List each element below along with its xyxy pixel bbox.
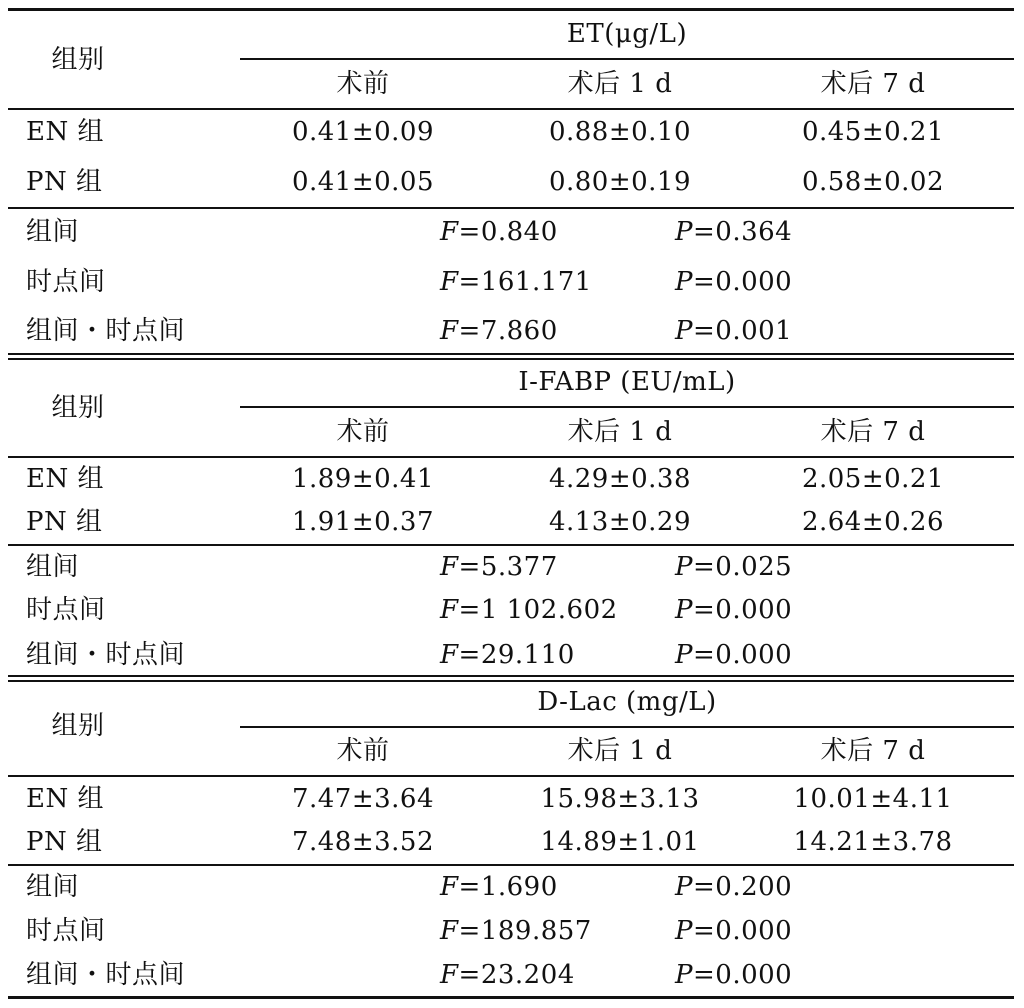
measure-header: ET(μg/L) xyxy=(566,19,688,49)
stat-label: 组间・时点间 xyxy=(26,640,186,670)
p-stat: P=0.000 xyxy=(675,916,793,946)
value-cell: 0.45±0.21 xyxy=(801,117,945,147)
value-cell: 1.91±0.37 xyxy=(291,507,435,537)
value-cell: 2.64±0.26 xyxy=(801,507,945,537)
f-stat: F=161.171 xyxy=(440,267,592,297)
f-stat: F=1.690 xyxy=(440,872,558,902)
f-stat: F=29.110 xyxy=(440,640,575,670)
value-cell: 10.01±4.11 xyxy=(793,784,953,814)
time-header: 术后 1 d xyxy=(567,736,673,766)
time-header: 术后 7 d xyxy=(820,736,926,766)
f-stat: F=189.857 xyxy=(440,916,592,946)
f-stat: F=23.204 xyxy=(440,960,575,990)
time-header: 术后 1 d xyxy=(567,69,673,99)
p-stat: P=0.200 xyxy=(675,872,793,902)
group-header: 组别 xyxy=(51,45,105,75)
p-stat: P=0.001 xyxy=(675,316,793,346)
stat-label: 组间 xyxy=(26,872,80,902)
header-subrule xyxy=(240,58,1014,60)
stat-label: 组间 xyxy=(26,552,80,582)
f-stat: F=0.840 xyxy=(440,217,558,247)
time-header: 术后 1 d xyxy=(567,417,673,447)
top-rule xyxy=(8,8,1014,11)
double-rule xyxy=(8,675,1014,677)
stat-label: 时点间 xyxy=(26,916,106,946)
group-label: EN 组 xyxy=(26,464,104,494)
p-stat: P=0.025 xyxy=(675,552,793,582)
time-header: 术后 7 d xyxy=(820,69,926,99)
stat-label: 组间・时点间 xyxy=(26,316,186,346)
p-stat: P=0.000 xyxy=(675,640,793,670)
stat-label: 组间 xyxy=(26,217,80,247)
f-stat: F=7.860 xyxy=(440,316,558,346)
group-label: EN 组 xyxy=(26,117,104,147)
stat-label: 时点间 xyxy=(26,595,106,625)
value-cell: 0.41±0.05 xyxy=(291,167,435,197)
value-cell: 0.80±0.19 xyxy=(548,167,692,197)
value-cell: 1.89±0.41 xyxy=(291,464,435,494)
value-cell: 0.41±0.09 xyxy=(291,117,435,147)
value-cell: 7.48±3.52 xyxy=(291,827,435,857)
header-subrule xyxy=(240,406,1014,408)
p-stat: P=0.000 xyxy=(675,595,793,625)
value-cell: 4.29±0.38 xyxy=(548,464,692,494)
measure-header: I-FABP (EU/mL) xyxy=(518,367,736,397)
value-cell: 7.47±3.64 xyxy=(291,784,435,814)
value-cell: 2.05±0.21 xyxy=(801,464,945,494)
value-cell: 0.58±0.02 xyxy=(801,167,945,197)
value-cell: 4.13±0.29 xyxy=(548,507,692,537)
group-label: EN 组 xyxy=(26,784,104,814)
value-cell: 0.88±0.10 xyxy=(548,117,692,147)
stats-rule xyxy=(8,207,1014,209)
results-table xyxy=(8,0,1014,1008)
group-label: PN 组 xyxy=(26,827,103,857)
measure-header: D-Lac (mg/L) xyxy=(537,687,717,717)
time-header: 术前 xyxy=(336,417,390,447)
double-rule xyxy=(8,353,1014,355)
bottom-rule xyxy=(8,996,1014,999)
f-stat: F=5.377 xyxy=(440,552,558,582)
value-cell: 14.89±1.01 xyxy=(540,827,700,857)
stat-label: 时点间 xyxy=(26,267,106,297)
p-stat: P=0.000 xyxy=(675,267,793,297)
time-header: 术前 xyxy=(336,69,390,99)
value-cell: 15.98±3.13 xyxy=(540,784,700,814)
p-stat: P=0.000 xyxy=(675,960,793,990)
stat-label: 组间・时点间 xyxy=(26,960,186,990)
time-header: 术前 xyxy=(336,736,390,766)
value-cell: 14.21±3.78 xyxy=(793,827,953,857)
group-header: 组别 xyxy=(51,711,105,741)
time-header: 术后 7 d xyxy=(820,417,926,447)
group-label: PN 组 xyxy=(26,507,103,537)
header-subrule xyxy=(240,726,1014,728)
group-header: 组别 xyxy=(51,393,105,423)
group-label: PN 组 xyxy=(26,167,103,197)
p-stat: P=0.364 xyxy=(675,217,793,247)
f-stat: F=1 102.602 xyxy=(440,595,618,625)
